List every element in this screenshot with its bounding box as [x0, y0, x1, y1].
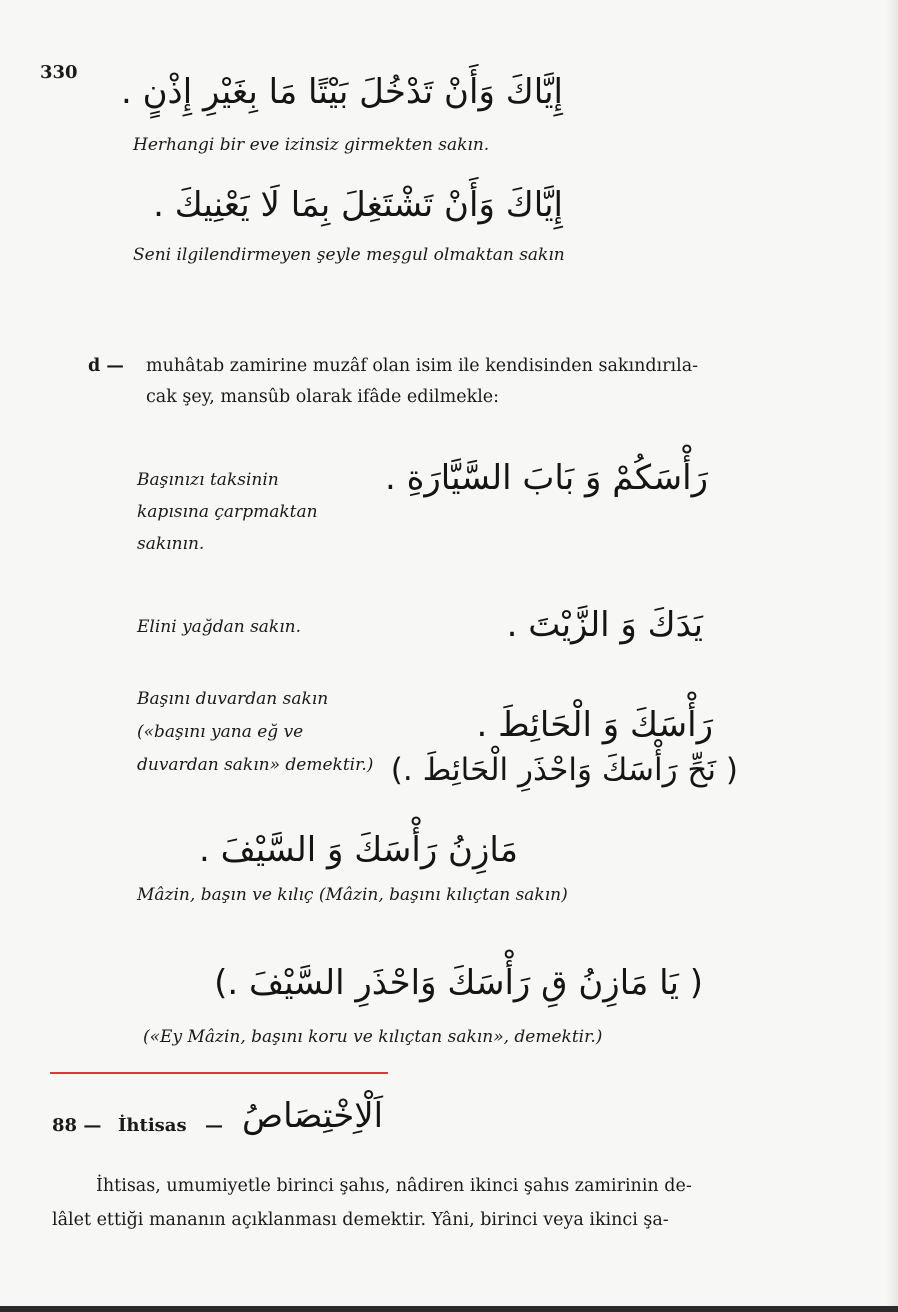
- page-bottom-edge: [0, 1306, 898, 1312]
- section-88-arabic-title: اَلْاِخْتِصَاصُ: [242, 1096, 384, 1136]
- section-88-dash: —: [205, 1115, 223, 1136]
- d5-arabic: ( يَا مَازِنُ قِ رَأْسَكَ وَاحْذَرِ السَّيْفَ .): [214, 963, 703, 1003]
- d3-turkish-line-3: duvardan sakın» demektir.): [137, 755, 374, 775]
- d5-turkish: («Ey Mâzin, başını koru ve kılıçtan sakın», demektir.): [143, 1027, 603, 1047]
- section-d-label: d —: [88, 356, 124, 376]
- d1-arabic: رَأْسَكُمْ وَ بَابَ السَّيَّارَةِ .: [384, 458, 708, 498]
- page-number: 330: [40, 62, 78, 83]
- d4-arabic: مَازِنُ رَأْسَكَ وَ السَّيْفَ .: [198, 830, 518, 870]
- d4-turkish: Mâzin, başın ve kılıç (Mâzin, başını kılıçtan sakın): [137, 885, 568, 905]
- d1-turkish-line-1: Başınızı taksinin: [137, 470, 279, 490]
- section-88-line-1: İhtisas, umumiyetle birinci şahıs, nâdiren ikinci şahıs zamirinin de-: [96, 1176, 692, 1196]
- arabic-example-2: إِيَّاكَ وَأَنْ تَشْتَغِلَ بِمَا لَا يَعْنِيكَ .: [153, 185, 563, 225]
- translation-example-1: Herhangi bir eve izinsiz girmekten sakın.: [133, 135, 490, 155]
- section-88-line-2: lâlet ettiği mananın açıklanması demektir. Yâni, birinci veya ikinci şa-: [52, 1210, 669, 1230]
- d3-turkish-line-2: («başını yana eğ ve: [137, 722, 304, 742]
- d3-turkish-line-1: Başını duvardan sakın: [137, 689, 329, 709]
- d1-turkish-line-3: sakının.: [137, 534, 205, 554]
- d3-arabic-1: رَأْسَكَ وَ الْحَائِطَ .: [476, 705, 713, 745]
- arabic-example-1: إِيَّاكَ وَأَنْ تَدْخُلَ بَيْتًا مَا بِغَيْرِ إِذْنٍ .: [120, 72, 563, 112]
- section-d-line-2: cak şey, mansûb olarak ifâde edilmekle:: [146, 387, 500, 407]
- translation-example-2: Seni ilgilendirmeyen şeyle meşgul olmaktan sakın: [133, 245, 565, 265]
- d1-turkish-line-2: kapısına çarpmaktan: [137, 502, 318, 522]
- d2-arabic: يَدَكَ وَ الزَّيْتَ .: [506, 605, 703, 645]
- d3-arabic-2: ( نَحِّ رَأْسَكَ وَاحْذَرِ الْحَائِطَ .): [390, 752, 738, 788]
- section-d-line-1: muhâtab zamirine muzâf olan isim ile kendisinden sakındırıla-: [146, 356, 699, 376]
- section-separator: [50, 1072, 388, 1074]
- page-edge-shadow: [886, 0, 898, 1312]
- d2-turkish: Elini yağdan sakın.: [137, 617, 302, 637]
- section-88-title: İhtisas: [118, 1115, 187, 1136]
- section-88-number: 88 —: [52, 1115, 102, 1136]
